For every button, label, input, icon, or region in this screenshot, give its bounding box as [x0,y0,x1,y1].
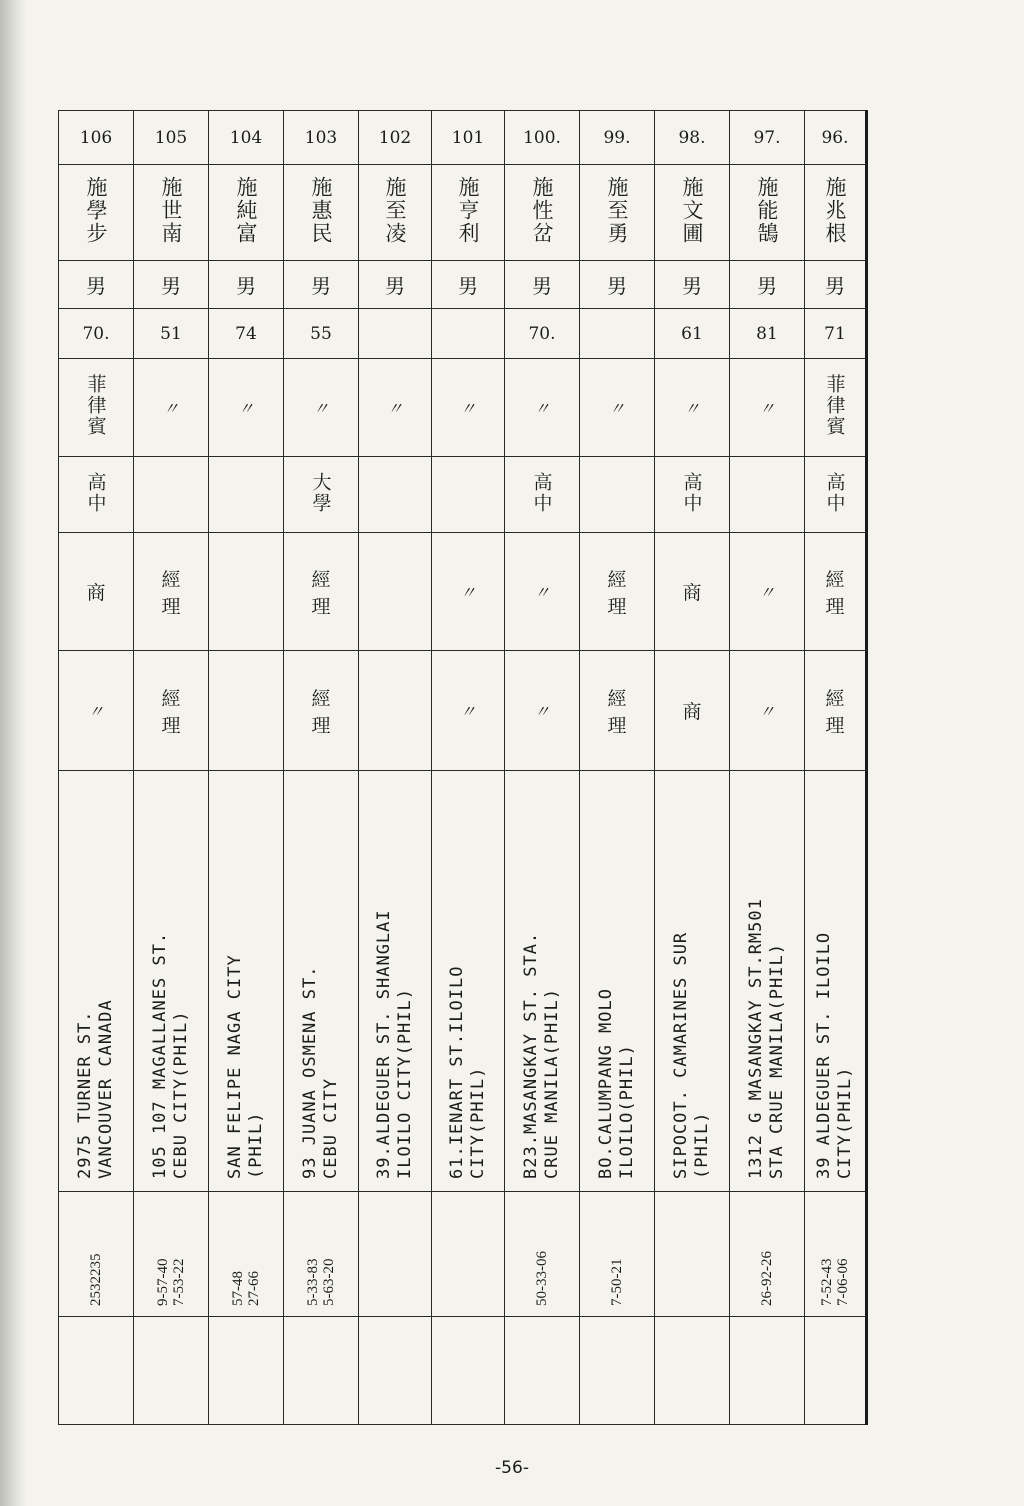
occupation-bottom: 理 [161,595,181,618]
phone-text: 5-33-83 5-63-20 [305,1258,337,1306]
page-binding-shadow [0,0,26,1506]
cell-name [580,165,655,261]
cell-nationality: 〃 [134,359,209,457]
cell-address [284,771,359,1192]
cell-position [730,651,805,771]
name-text: 施性岔 [530,176,554,245]
cell-sex: 男 [209,261,284,309]
cell-address [805,771,867,1192]
cell-occupation [432,533,505,651]
position-ditto: 〃 [533,702,550,721]
cell-number: 103 [284,111,359,165]
cell-remarks [730,1317,805,1425]
cell-age: 70. [505,309,580,359]
cell-name [59,165,134,261]
cell-age: 55 [284,309,359,359]
cell-nationality [59,359,134,457]
cell-remarks [432,1317,505,1425]
cell-nationality: 〃 [432,359,505,457]
occupation-top: 經 [825,568,845,591]
position-bottom: 理 [607,714,627,737]
nationality-text: 菲律賓 [823,374,846,437]
cell-education [580,457,655,533]
cell-address [730,771,805,1192]
address-text: 61.IENART ST.ILOILO CITY(PHIL) [447,965,488,1179]
cell-nationality: 〃 [209,359,284,457]
cell-nationality: 〃 [284,359,359,457]
row-position [59,651,867,771]
cell-remarks [209,1317,284,1425]
cell-age: 74 [209,309,284,359]
phone-text: 9-57-40 7-53-22 [155,1258,187,1306]
cell-address [432,771,505,1192]
occupation-bottom: 理 [607,595,627,618]
cell-age: 61 [655,309,730,359]
occupation-ditto: 〃 [459,583,476,602]
occupation-ditto: 〃 [758,583,775,602]
cell-occupation [505,533,580,651]
cell-sex: 男 [59,261,134,309]
name-text: 施文圃 [680,176,704,245]
cell-sex: 男 [580,261,655,309]
cell-sex: 男 [432,261,505,309]
cell-position [59,651,134,771]
page-number: -56- [495,1458,529,1478]
cell-remarks [805,1317,867,1425]
cell-address [134,771,209,1192]
cell-address [655,771,730,1192]
position-top: 經 [161,687,181,710]
address-text: 1312 G MASANGKAY ST.RM501 STA CRUE MANILA(PHIL) [746,898,787,1179]
roster-sheet [58,110,866,1434]
row-name [59,165,867,261]
name-text: 施兆根 [823,176,847,245]
address-text: 39.ALDEGUER ST. SHANGLAI ILOILO CITY(PHIL) [374,909,415,1179]
education-text: 高中 [84,471,107,514]
cell-phone [359,1192,432,1317]
member-roster-table [58,110,868,1425]
cell-phone [59,1192,134,1317]
occupation-bottom: 商 [682,582,702,604]
cell-sex: 男 [730,261,805,309]
row-sex [59,261,867,309]
cell-nationality [805,359,867,457]
position-ditto: 〃 [87,702,104,721]
cell-nationality: 〃 [505,359,580,457]
cell-age [359,309,432,359]
cell-number: 98. [655,111,730,165]
row-occupation [59,533,867,651]
address-text: B23.MASANGKAY ST. STA. CRUE MANILA(PHIL) [521,931,562,1179]
cell-age: 81 [730,309,805,359]
phone-text: 7-50-21 [609,1258,625,1306]
address-text: 2975 TURNER ST. VANCOUVER CANADA [75,999,116,1179]
cell-age: 71 [805,309,867,359]
cell-phone [209,1192,284,1317]
cell-phone [505,1192,580,1317]
cell-occupation [805,533,867,651]
occupation-bottom: 理 [311,595,331,618]
cell-name [805,165,867,261]
occupation-top: 經 [607,568,627,591]
cell-sex: 男 [655,261,730,309]
position-top: 經 [311,687,331,710]
cell-occupation [59,533,134,651]
cell-sex: 男 [805,261,867,309]
cell-name [134,165,209,261]
cell-number: 97. [730,111,805,165]
cell-occupation [359,533,432,651]
cell-phone [730,1192,805,1317]
cell-phone [284,1192,359,1317]
position-top: 經 [607,687,627,710]
cell-number: 100. [505,111,580,165]
cell-position [580,651,655,771]
cell-phone [655,1192,730,1317]
cell-education [505,457,580,533]
cell-nationality: 〃 [359,359,432,457]
cell-nationality: 〃 [655,359,730,457]
cell-address [505,771,580,1192]
cell-position [209,651,284,771]
cell-name [505,165,580,261]
cell-sex: 男 [284,261,359,309]
position-bottom: 理 [311,714,331,737]
row-age [59,309,867,359]
education-text: 大學 [309,471,332,514]
cell-education [359,457,432,533]
name-text: 施亨利 [456,176,480,245]
cell-number: 104 [209,111,284,165]
cell-age: 51 [134,309,209,359]
cell-occupation [209,533,284,651]
cell-education [655,457,730,533]
cell-number: 96. [805,111,867,165]
name-text: 施學步 [84,176,108,245]
cell-education [209,457,284,533]
cell-remarks [580,1317,655,1425]
address-text: 39 ALDEGUER ST. ILOILO CITY(PHIL) [814,931,855,1179]
cell-position [805,651,867,771]
cell-phone [805,1192,867,1317]
position-top: 經 [825,687,845,710]
cell-remarks [655,1317,730,1425]
cell-occupation [284,533,359,651]
cell-sex: 男 [134,261,209,309]
education-text: 高中 [680,471,703,514]
cell-position [284,651,359,771]
cell-address [209,771,284,1192]
occupation-ditto: 〃 [533,583,550,602]
cell-number: 102 [359,111,432,165]
row-number [59,111,867,165]
cell-nationality: 〃 [580,359,655,457]
cell-number: 101 [432,111,505,165]
occupation-bottom: 商 [86,582,106,604]
occupation-top: 經 [161,568,181,591]
address-text: 105 107 MAGALLANES ST. CEBU CITY(PHIL) [150,931,191,1179]
cell-address [59,771,134,1192]
cell-occupation [655,533,730,651]
cell-address [359,771,432,1192]
cell-address [580,771,655,1192]
education-text: 高中 [530,471,553,514]
row-address [59,771,867,1192]
cell-occupation [134,533,209,651]
name-text: 施惠民 [309,176,333,245]
name-text: 施能鵠 [755,176,779,245]
cell-name [432,165,505,261]
nationality-text: 菲律賓 [84,374,107,437]
cell-phone [432,1192,505,1317]
position-bottom: 理 [161,714,181,737]
phone-text: 2532235 [88,1253,104,1306]
cell-education [432,457,505,533]
cell-name [209,165,284,261]
cell-occupation [580,533,655,651]
cell-name [655,165,730,261]
row-remarks [59,1317,867,1425]
position-ditto: 〃 [459,702,476,721]
cell-number: 99. [580,111,655,165]
cell-age: 70. [59,309,134,359]
cell-age [432,309,505,359]
phone-text: 57-48 27-66 [230,1271,262,1306]
name-text: 施純富 [234,176,258,245]
cell-position [655,651,730,771]
cell-education [284,457,359,533]
phone-text: 26-92-26 [759,1251,775,1306]
address-text: SAN FELIPE NAGA CITY (PHIL) [225,954,266,1179]
cell-phone [134,1192,209,1317]
cell-number: 106 [59,111,134,165]
cell-number: 105 [134,111,209,165]
cell-remarks [359,1317,432,1425]
cell-nationality: 〃 [730,359,805,457]
position-bottom: 理 [825,714,845,737]
position-bottom: 商 [682,701,702,723]
address-text: 93 JUANA OSMENA ST. CEBU CITY [300,965,341,1179]
cell-position [134,651,209,771]
row-education [59,457,867,533]
cell-sex: 男 [505,261,580,309]
cell-education [805,457,867,533]
name-text: 施至凌 [383,176,407,245]
position-ditto: 〃 [758,702,775,721]
name-text: 施世南 [159,176,183,245]
cell-position [359,651,432,771]
cell-education [134,457,209,533]
cell-name [730,165,805,261]
cell-education [59,457,134,533]
cell-position [505,651,580,771]
cell-remarks [284,1317,359,1425]
occupation-top: 經 [311,568,331,591]
cell-remarks [505,1317,580,1425]
education-text: 高中 [823,471,846,514]
address-text: SIPOCOT. CAMARINES SUR (PHIL) [671,931,712,1179]
cell-occupation [730,533,805,651]
cell-name [359,165,432,261]
cell-phone [580,1192,655,1317]
cell-remarks [134,1317,209,1425]
cell-sex: 男 [359,261,432,309]
address-text: BO.CALUMPANG MOLO ILOILO(PHIL) [596,988,637,1179]
row-phone [59,1192,867,1317]
cell-remarks [59,1317,134,1425]
cell-position [432,651,505,771]
cell-education [730,457,805,533]
phone-text: 50-33-06 [534,1251,550,1306]
name-text: 施至勇 [605,176,629,245]
phone-text: 7-52-43 7-06-06 [819,1258,851,1306]
cell-age [580,309,655,359]
cell-name [284,165,359,261]
row-nationality [59,359,867,457]
occupation-bottom: 理 [825,595,845,618]
